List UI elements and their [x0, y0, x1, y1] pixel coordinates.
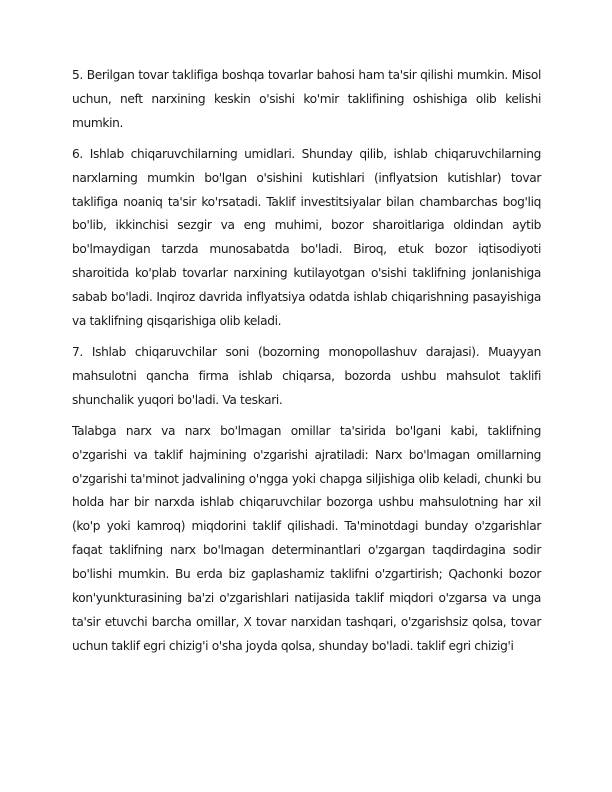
- paragraph-7-number-of-producers: 7. Ishlab chiqaruvchilar soni (bozorning monopollashuv darajasi). Muayyan mahsulotni qancha firma ishlab chiqarsa, bozorda ushbu mahsulot taklifi shunchalik yuqori bo'ladi. Va teskari.: [72, 344, 541, 407]
- paragraph-supply-changes: Talabga narx va narx bo'lmagan omillar ta'sirida bo'lgani kabi, taklifning o'zgarishi va taklif hajmining o'zgarishi ajratiladi: Narx bo'lmagan omillarning o'zgarishi ta'minot jadvalining o'ngga yoki chapga siljishiga olib keladi, chunki bu holda har bir narxda ishlab chiqaruvchilar bozorga ushbu mahsulotning har xil (ko'p yoki kamroq) miqdorini taklif qilishadi. Ta'minotdagi bunday o'zgarishlar faqat taklifning narx bo'lmagan determinantlari o'zgargan taqdirdagina sodir bo'lishi mumkin. Bu erda biz gaplashamiz taklifni o'zgartirish; Qachonki bozor kon'yunkturasining ba'zi o'zgarishlari natijasida taklif miqdori o'zgarsa va unga ta'sir etuvchi barcha omillar, X tovar narxidan tashqari, o'zgarishsiz qolsa, tovar uchun taklif egri chizig'i o'sha joyda qolsa, shunday bo'ladi. taklif egri chizig'i: [72, 423, 541, 653]
- paragraph-5-other-goods-prices: 5. Berilgan tovar taklifiga boshqa tovarlar bahosi ham ta'sir qilishi mumkin. Misol uchun, neft narxining keskin o'sishi ko'mir taklifining oshishiga olib kelishi mumkin.: [72, 68, 541, 130]
- document-page: [72, 64, 541, 666]
- paragraph-6-producer-expectations: 6. Ishlab chiqaruvchilarning umidlari. Shunday qilib, ishlab chiqaruvchilarning narxlarning mumkin bo'lgan o'sishini kutishlari (inflyatsion kutishlar) tovar taklifiga noaniq ta'sir ko'rsatadi. Taklif investitsiyalar bilan chambarchas bog'liq bo'lib, ikkinchisi sezgir va eng muhimi, bozor sharoitlariga oldindan aytib bo'lmaydigan tarzda munosabatda bo'ladi. Biroq, etuk bozor iqtisodiyoti sharoitida ko'plab tovarlar narxining kutilayotgan o'sishi taklifning jonlanishiga sabab bo'ladi. Inqiroz davrida inflyatsiya odatda ishlab chiqarishning pasayishiga va taklifning qisqarishiga olib keladi.: [72, 146, 541, 329]
